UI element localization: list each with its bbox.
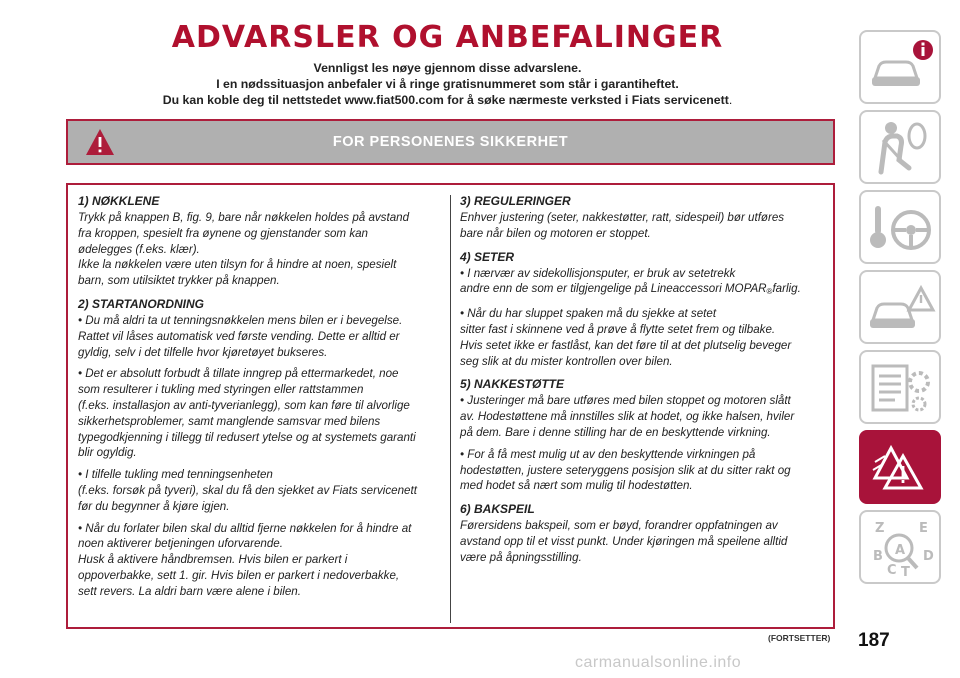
index-letter: C [887, 563, 897, 578]
text-line: typegodkjenning i tillegg til redusert ytelse og at systemets garanti [78, 430, 416, 444]
text-line: • Du må aldri ta ut tenningsnøkkelen mens bilen er i bevegelse. [78, 313, 403, 327]
text-line: noen aktiverer betjeningen uforvarende. [78, 537, 283, 551]
section-keys [78, 193, 440, 289]
text-line: ødelegges (f.eks. klær). [78, 242, 200, 256]
text-line: med hodet så nært som mulig til hodestøtten. [460, 479, 693, 493]
section-head-restraint [460, 376, 822, 494]
index-letter: Z [875, 521, 885, 536]
section-title: 5) NAKKESTØTTE [460, 377, 565, 392]
text-line [460, 281, 822, 300]
intro-line-3 [60, 92, 835, 108]
index-letter: E [919, 521, 928, 536]
paragraph [78, 467, 440, 514]
text-line: Trykk på knappen B, fig. 9, bare når nøkkelen holdes på avstand [78, 211, 410, 224]
tab-controls[interactable] [859, 190, 941, 264]
text-line: • I tilfelle tukling med tenningsenheten [78, 468, 273, 482]
section-title: 3) REGULERINGER [460, 194, 571, 208]
text-line: som resulterer i tukling med styringen eller rattstammen [78, 383, 364, 397]
text-line: Ikke la nøkkelen være uten tilsyn for å hindre at noen, spesielt [78, 258, 397, 272]
section-mirror [460, 501, 822, 565]
text-line: Førersidens bakspeil, som er bøyd, forandrer oppfatningen av [460, 519, 778, 533]
text-line: oppoverbakke, sett 1. gir. Hvis bilen er parkert i nedoverbakke, [78, 568, 400, 582]
car-info-icon [861, 32, 941, 104]
text-line: gyldig, selv i det tilfelle hvor kjøretøyet bukseres. [78, 345, 328, 359]
tab-warnings[interactable] [859, 430, 941, 504]
text-line: Hvis setet ikke er fastlåst, kan det føre til at det plutselig beveger [460, 338, 792, 352]
tab-safety[interactable] [859, 110, 941, 184]
column-divider [450, 195, 451, 623]
tab-car-info[interactable] [859, 30, 941, 104]
intro-line-3-text: Du kan koble deg til nettstedet www.fiat500.com for å søke nærmeste verksted i Fiats servicenett [162, 93, 729, 107]
tab-maintenance[interactable] [859, 350, 941, 424]
text-line: bare når bilen og motoren er stoppet. [460, 226, 651, 240]
paragraph [460, 306, 822, 369]
section-title: 4) SETER [460, 249, 515, 264]
text-line: avstand opp til et visst punkt. Under kjøringen må speilene alltid [460, 534, 788, 548]
text-line: blir ogyldig. [78, 446, 137, 460]
tab-emergency[interactable] [859, 270, 941, 344]
paragraph [78, 210, 440, 289]
text-line: • I nærvær av sidekollisjonsputer, er bruk av setetrekk [460, 266, 736, 280]
text-line: • Når du forlater bilen skal du alltid fjerne nøkkelen for å hindre at [78, 521, 412, 535]
section-starter [78, 296, 440, 600]
text-line: Husk å aktivere håndbremsen. Hvis bilen er parkert i [78, 553, 348, 567]
text-line: Rattet vil låses automatisk ved første vending. Dette er alltid er [78, 329, 400, 343]
index-letter: A [895, 543, 906, 558]
controls-steering-icon [861, 192, 941, 264]
text-line: på dem. Bare i denne stilling har de en beskyttende virkning. [460, 425, 771, 439]
registered-mark: ® [766, 287, 773, 297]
alphabetical-index-icon [861, 512, 941, 584]
page-title: ADVARSLER OG ANBEFALINGER [171, 20, 724, 55]
text-line: sett revers. La aldri barn være alene i bilen. [78, 584, 301, 598]
paragraph [78, 313, 440, 360]
text-line: før du begynner å kjøre igjen. [78, 499, 230, 513]
text-line: Enhver justering (seter, nakkestøtter, ratt, sidespeil) bør utføres [460, 211, 785, 224]
text-line: (f.eks. forsøk på tyveri), skal du få den sjekket av Fiats servicenett [78, 483, 417, 497]
section-seats [460, 249, 822, 370]
section-title: 6) BAKSPEIL [460, 502, 535, 517]
section-adjustments [460, 193, 822, 242]
text-line: • Justeringer må bare utføres med bilen stoppet og motoren slått [460, 394, 791, 408]
text-fragment: andre enn de som er tilgjengelige på Lineaccessori MOPAR [460, 282, 767, 296]
paragraph [78, 521, 440, 600]
text-line: barn, som utilsiktet trykker på knappen. [78, 274, 280, 288]
index-letter: D [923, 549, 934, 564]
text-line: fra kroppen, spesielt fra øynene og gjenstander som kan [78, 226, 369, 240]
index-letter: B [873, 549, 883, 564]
warnings-icon [861, 432, 941, 504]
text-line: (f.eks. installasjon av anti-tyverianlegg), som kan føre til alvorlige [78, 398, 410, 412]
text-line: sitter fast i skinnene ved å prøve å flytte setet frem og tilbake. [460, 322, 776, 336]
intro-line-3-end: . [728, 93, 733, 107]
paragraph [460, 447, 822, 494]
intro-text [60, 60, 835, 108]
tab-index[interactable] [859, 510, 941, 584]
index-letter: T [901, 565, 910, 580]
car-emergency-icon [861, 272, 941, 344]
section-title: 2) STARTANORDNING [78, 296, 204, 311]
safety-banner [66, 119, 835, 165]
text-line: • For å få mest mulig ut av den beskyttende virkningen på [460, 447, 756, 461]
watermark: carmanualsonline.info [575, 654, 742, 671]
intro-line-1: Vennligst les nøye gjennom disse advarslene. [313, 61, 582, 75]
paragraph [460, 266, 822, 301]
text-line: • Når du har sluppet spaken må du sjekke at setet [460, 307, 717, 321]
warnings-content-box [66, 183, 835, 629]
section-title: 1) NØKKLENE [78, 194, 160, 208]
text-line: • Det er absolutt forbudt å tillate inngrep på ettermarkedet, noe [78, 367, 399, 381]
seatbelt-airbag-icon [861, 112, 941, 184]
maintenance-list-icon [861, 352, 941, 424]
right-column [460, 193, 822, 573]
text-line: av. Hodestøttene må innstilles slik at hodet, og ikke halsen, hviler [460, 410, 795, 424]
text-line: hodestøtten, justere seteryggens posisjon slik at du sitter rakt og [460, 463, 791, 477]
text-line: være på åpningsstilling. [460, 550, 582, 564]
continued-label: (FORTSETTER) [768, 633, 831, 643]
intro-line-2: I en nødssituasjon anbefaler vi å ringe gratisnummeret som står i garantiheftet. [216, 77, 679, 91]
paragraph [460, 393, 822, 440]
banner-title: FOR PERSONENES SIKKERHET [332, 134, 569, 150]
text-line: sikkerhetsproblemer, samt manglende samsvar med bilens [78, 414, 381, 428]
paragraph [78, 366, 440, 461]
text-line: seg slik at du mister kontrollen over bilen. [460, 354, 673, 368]
left-column [78, 193, 440, 607]
text-fragment: farlig. [772, 282, 801, 296]
paragraph [460, 518, 822, 565]
page-number: 187 [858, 630, 890, 651]
paragraph [460, 210, 822, 242]
